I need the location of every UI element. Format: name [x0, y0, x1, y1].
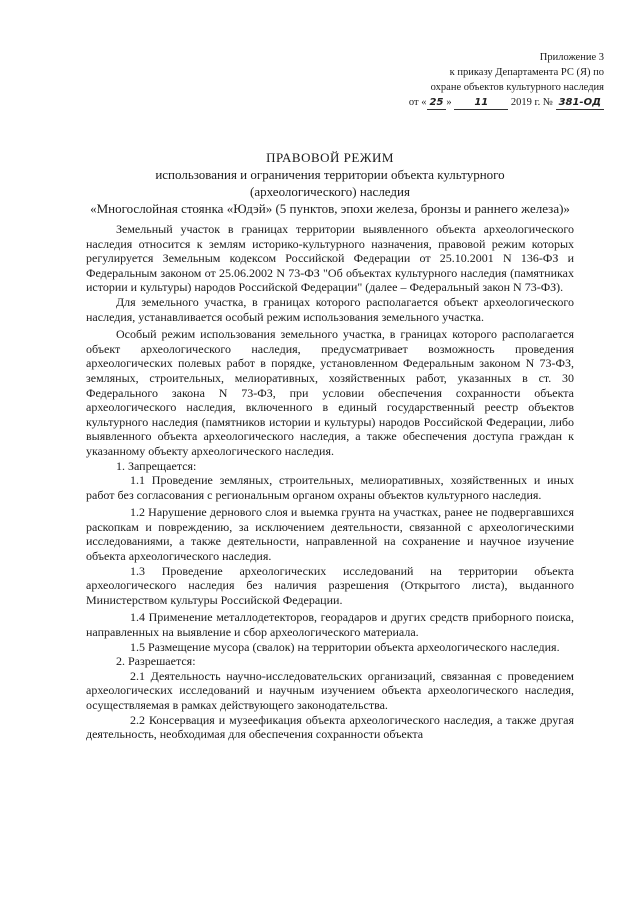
item-2-1: 2.1 Деятельность научно-исследовательских организаций, связанная с проведением археологических исследований и научным изучением объекта археологического наследия, осуществляемая в рамках действующего законодательства. — [86, 668, 574, 712]
section-permitted: 2. Разрешается: — [116, 654, 196, 669]
title-subline-2: (археологического) наследия — [250, 184, 410, 199]
document-body — [86, 222, 574, 742]
item-1-2: 1.2 Нарушение дернового слоя и выемка грунта на участках, ранее не подвергавшихся раскопкам и повреждению, за исключением деятельности, связанной с археологическими исследованиями, а также деятельности, направленной на сохранение и научное изучение объекта археологического наследия. — [86, 505, 574, 564]
date-prefix: от « — [408, 97, 427, 108]
item-1-3: 1.3 Проведение археологических исследований на территории объекта археологического наследия без наличия разрешения (Открытого листа), выданного Министерством культуры Российской Федерации. — [86, 563, 574, 607]
item-1-4: 1.4 Применение металлодетекторов, георадаров и других средств приборного поиска, направленных на выявление и сбор археологического материала. — [86, 610, 574, 640]
appendix-department-line: охране объектов культурного наследия — [430, 82, 604, 93]
handwritten-number: 381-ОД — [556, 97, 604, 110]
date-mid: » — [446, 97, 452, 108]
title-subline-1: использования и ограничения территории объекта культурного — [155, 167, 505, 182]
appendix-date-line — [394, 95, 604, 110]
paragraph-special-regime: Для земельного участка, в границах которого располагается объект археологического наследия, устанавливается особый режим использования земельного участка. — [86, 294, 574, 324]
appendix-order-line: к приказу Департамента РС (Я) по — [449, 67, 604, 78]
item-2-2: 2.2 Консервация и музеефикация объекта археологического наследия, а также другая деятельность, необходимая для обеспечения сохранности объекта — [86, 712, 574, 742]
paragraph-regime-details: Особый режим использования земельного участка, в границах которого располагается объект археологического наследия, предусматривает возможность проведения археологических полевых работ в порядке, установленном Федеральным законом N 73-ФЗ, земляных, строительных, мелиоративных, хозяйственных работ, указанных в ст. 30 Федерального закона N 73-ФЗ, при условии обеспечения сохранности объекта археологического наследия, включенного в единый государственный реестр объектов культурного наследия (памятников истории и культуры) народов Российской Федерации, либо выявленного объекта археологического наследия, а также обеспечения доступа граждан к указанному объекту археологического наследия. — [86, 327, 574, 458]
item-1-5: 1.5 Размещение мусора (свалок) на территории объекта археологического наследия. — [130, 639, 560, 654]
year-text: 2019 г. № — [510, 97, 553, 108]
item-1-1: 1.1 Проведение земляных, строительных, мелиоративных, хозяйственных и иных работ без согласования с региональным органом охраны объектов культурного наследия. — [86, 473, 574, 502]
handwritten-month: 11 — [454, 97, 508, 110]
appendix-header — [394, 50, 604, 110]
document-title-block — [60, 149, 600, 217]
title-object-name: «Многослойная стоянка «Юдэй» (5 пунктов, эпохи железа, бронзы и раннего железа)» — [90, 201, 570, 216]
document-title: ПРАВОВОЙ РЕЖИМ — [266, 150, 394, 165]
appendix-label: Приложение 3 — [539, 52, 604, 63]
handwritten-day: 25 — [427, 97, 447, 110]
section-prohibited: 1. Запрещается: — [116, 458, 197, 473]
paragraph-land-status: Земельный участок в границах территории выявленного объекта археологического наследия относится к землям историко-культурного назначения, правовой режим которых регулируется Земельным кодексом Российской Федерации от 25.10.2001 N 136-ФЗ и Федеральным законом от 25.06.2002 N 73-ФЗ "Об объектах культурного наследия (памятниках истории и культуры) народов Российской Федерации" (далее – Федеральный закон N 73-ФЗ). — [86, 222, 574, 295]
